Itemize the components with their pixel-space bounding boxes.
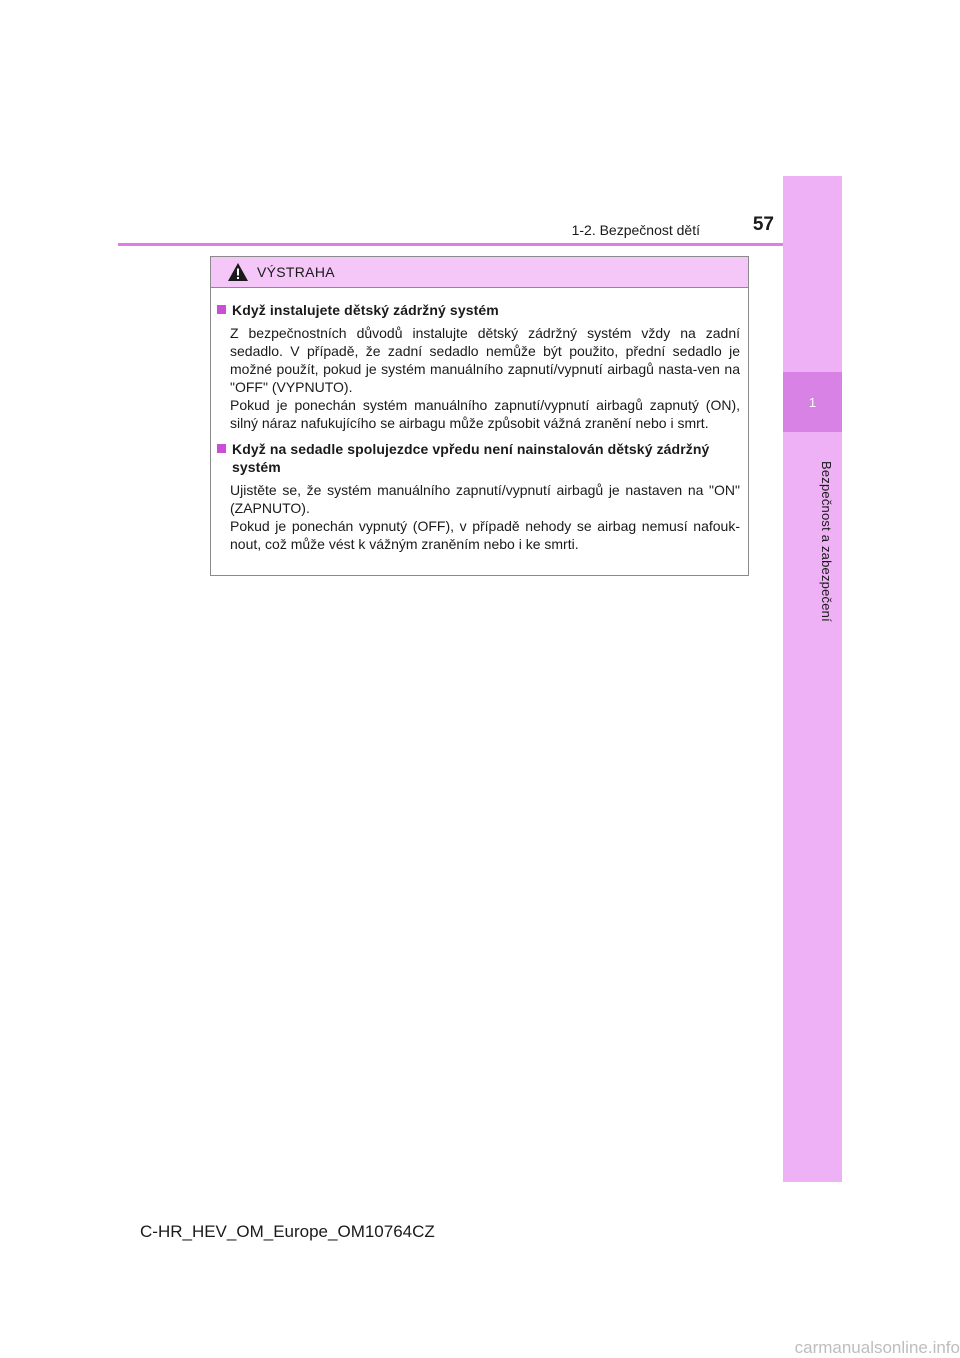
warning-paragraph: Pokud je ponechán vypnutý (OFF), v případě nehody se airbag nemusí nafouk-nout, což může vést k vážným zraněním nebo i ke smrti. (230, 518, 740, 552)
warning-triangle-icon (227, 262, 249, 282)
warning-item-title-text: Když na sedadle spolujezdce vpředu není nainstalován dětský zádržný systém (232, 441, 710, 475)
warning-body (211, 288, 748, 553)
warning-paragraph: Z bezpečnostních důvodů instalujte dětský zádržný systém vždy na zadní sedadlo. V případě, že zadní sedadlo nemůže být použito, přední sedadlo je možné použít, pokud je systém manuálního zapnutí/vypnutí airbagů nasta-ven na "OFF" (VYPNUTO). (230, 325, 740, 395)
page-number: 57 (752, 214, 774, 235)
square-bullet-icon (217, 444, 226, 453)
warning-label: VÝSTRAHA (257, 264, 335, 280)
watermark: carmanualsonline.info (794, 1338, 960, 1357)
warning-item-title (217, 440, 740, 476)
document-code: C-HR_HEV_OM_Europe_OM10764CZ (140, 1222, 435, 1241)
warning-item-title (217, 301, 740, 319)
warning-item-title-text: Když instalujete dětský zádržný systém (232, 302, 499, 318)
warning-paragraph: Pokud je ponechán systém manuálního zapnutí/vypnutí airbagů zapnutý (ON), silný náraz nafukujícího se airbagu může způsobit vážná zranění nebo i smrt. (230, 397, 740, 431)
warning-header (211, 257, 748, 288)
warning-item-text (217, 481, 740, 553)
warning-item-text (217, 324, 740, 432)
square-bullet-icon (217, 305, 226, 314)
warning-paragraph: Ujistěte se, že systém manuálního zapnutí/vypnutí airbagů je nastaven na "ON" (ZAPNUTO). (230, 482, 740, 516)
chapter-number[interactable]: 1 (783, 372, 842, 432)
warning-box (210, 256, 749, 576)
chapter-label: Bezpečnost a zabezpečení (819, 461, 834, 622)
header-rule (118, 243, 842, 246)
chapter-side-tab[interactable] (783, 176, 842, 1182)
section-title: 1-2. Bezpečnost dětí (571, 222, 700, 238)
